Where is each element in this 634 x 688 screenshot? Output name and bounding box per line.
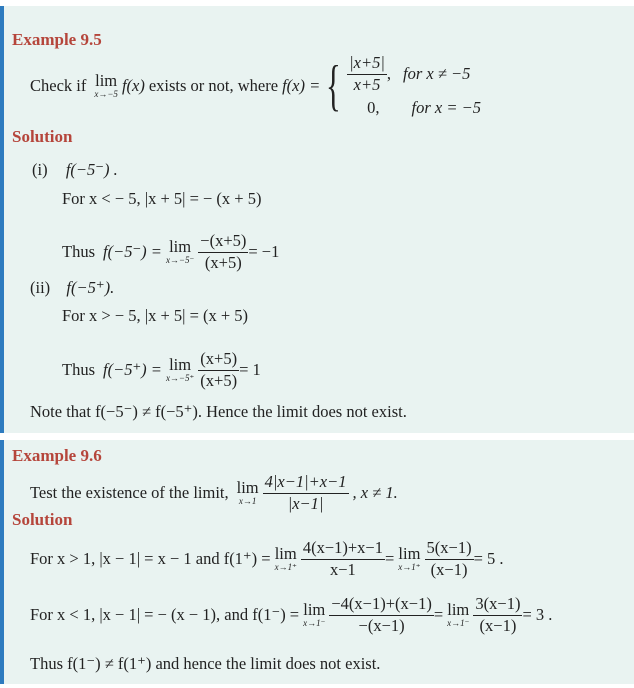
case-1-comma: , (386, 64, 392, 83)
case-1-fraction (347, 54, 387, 95)
left-lim (303, 599, 326, 629)
step-ii-condition: For x > − 5, |x + 5| = (x + 5) (62, 306, 249, 325)
right-lim-2 (398, 543, 421, 573)
right-result: = 5 . (473, 549, 504, 568)
step-ii-numerator: (x+5) (198, 350, 239, 371)
left-fraction-2 (473, 595, 522, 636)
problem-denominator: |x−1| (287, 493, 324, 513)
lim-word: lim (303, 599, 326, 619)
piecewise-cases (347, 54, 481, 119)
left-brace: { (326, 55, 342, 117)
panel-accent-bar (0, 440, 4, 684)
step-ii-result: = 1 (239, 360, 261, 379)
left-limit-text: For x < 1, |x − 1| = − (x − 1), and f(1⁻) = (30, 605, 300, 624)
problem-condition: , x ≠ 1. (352, 483, 398, 502)
problem-fraction (263, 473, 349, 514)
step-i-label: (i) (32, 160, 48, 179)
left-fraction-1 (329, 595, 433, 636)
step-i-numerator: −(x+5) (198, 232, 248, 253)
right-numerator-2: 5(x−1) (425, 539, 474, 560)
step-i-fraction (198, 232, 248, 273)
lim-subscript: x→1⁺ (398, 562, 421, 573)
right-limit-text: For x > 1, |x − 1| = x − 1 and f(1⁺) = (30, 549, 271, 568)
lim-subscript: x→1⁻ (303, 618, 326, 629)
case-1-denominator: x+5 (353, 74, 381, 94)
equals: = (433, 605, 444, 624)
case-2-condition: for x = −5 (411, 98, 481, 118)
case-1-condition: for x ≠ −5 (403, 64, 471, 83)
step-ii-label: (ii) (30, 278, 51, 297)
exists-text: exists or not, where (148, 76, 279, 95)
left-numerator-2: 3(x−1) (473, 595, 522, 616)
step-i-denominator: (x+5) (204, 252, 242, 272)
equals: = (384, 549, 395, 568)
check-text: Check if (30, 76, 87, 95)
step-ii-lim (165, 354, 195, 384)
lim-subscript: x→−5⁻ (165, 255, 195, 266)
left-numerator-1: −4(x−1)+(x−1) (329, 595, 433, 616)
step-ii-expression: f(−5⁺). (66, 278, 115, 297)
case-2 (347, 98, 481, 118)
right-numerator-1: 4(x−1)+x−1 (301, 539, 385, 560)
step-ii-denominator: (x+5) (200, 370, 238, 390)
step-ii (30, 278, 114, 298)
step-i-thus: Thus (62, 242, 95, 261)
solution-heading: Solution (12, 127, 73, 146)
right-lim (274, 543, 297, 573)
left-limit-line (30, 590, 552, 640)
lim-subscript: x→−5 (94, 89, 118, 100)
left-denominator-2: (x−1) (479, 615, 517, 635)
example-9-5-panel (0, 6, 634, 433)
step-i-result: = −1 (248, 242, 280, 261)
case-1-numerator: |x+5| (347, 54, 387, 75)
case-1 (347, 54, 481, 95)
limit-operator (94, 70, 118, 100)
step-i-lhs: f(−5⁻) = (103, 242, 162, 261)
left-denominator-1: −(x−1) (358, 615, 405, 635)
step-i-expression: f(−5⁻) . (65, 160, 118, 179)
example-9-6-panel (0, 440, 634, 684)
step-ii-limit (62, 346, 261, 394)
limit-operator (236, 477, 259, 507)
step-i-condition: For x < − 5, |x + 5| = − (x + 5) (62, 189, 262, 208)
right-limit-line (30, 534, 504, 584)
lim-word: lim (169, 236, 192, 256)
right-denominator-2: (x−1) (430, 559, 468, 579)
solution-heading: Solution (12, 510, 73, 529)
function-def-lhs: f(x) = (282, 76, 321, 95)
step-i-lim (165, 236, 195, 266)
note-conclusion: Note that f(−5⁻) ≠ f(−5⁺). Hence the limit does not exist. (30, 402, 407, 421)
lim-subscript: x→1⁻ (447, 618, 470, 629)
problem-numerator: 4|x−1|+x−1 (263, 473, 349, 494)
lim-word: lim (95, 70, 118, 90)
right-fraction-2 (425, 539, 474, 580)
problem-statement (30, 52, 481, 118)
lim-word: lim (447, 599, 470, 619)
step-ii-lhs: f(−5⁺) = (103, 360, 162, 379)
case-2-value: 0, (367, 98, 380, 118)
conclusion: Thus f(1⁻) ≠ f(1⁺) and hence the limit does not exist. (30, 654, 381, 673)
example-title: Example 9.6 (12, 446, 102, 465)
right-denominator-1: x−1 (330, 559, 356, 579)
lim-word: lim (169, 354, 192, 374)
lim-subscript: x→1 (238, 496, 257, 507)
example-title: Example 9.5 (12, 30, 102, 49)
step-i (32, 160, 118, 180)
lim-word: lim (236, 477, 259, 497)
left-lim-2 (447, 599, 470, 629)
lim-word: lim (274, 543, 297, 563)
step-ii-fraction (198, 350, 239, 391)
lim-word: lim (398, 543, 421, 563)
step-ii-thus: Thus (62, 360, 95, 379)
left-result: = 3 . (522, 605, 553, 624)
step-i-limit (62, 228, 279, 276)
right-fraction-1 (301, 539, 385, 580)
test-text: Test the existence of the limit, (30, 483, 229, 502)
lim-subscript: x→1⁺ (274, 562, 297, 573)
function-name: f(x) (121, 76, 145, 95)
problem-statement (30, 468, 398, 518)
panel-accent-bar (0, 6, 4, 433)
lim-subscript: x→−5⁺ (165, 373, 195, 384)
